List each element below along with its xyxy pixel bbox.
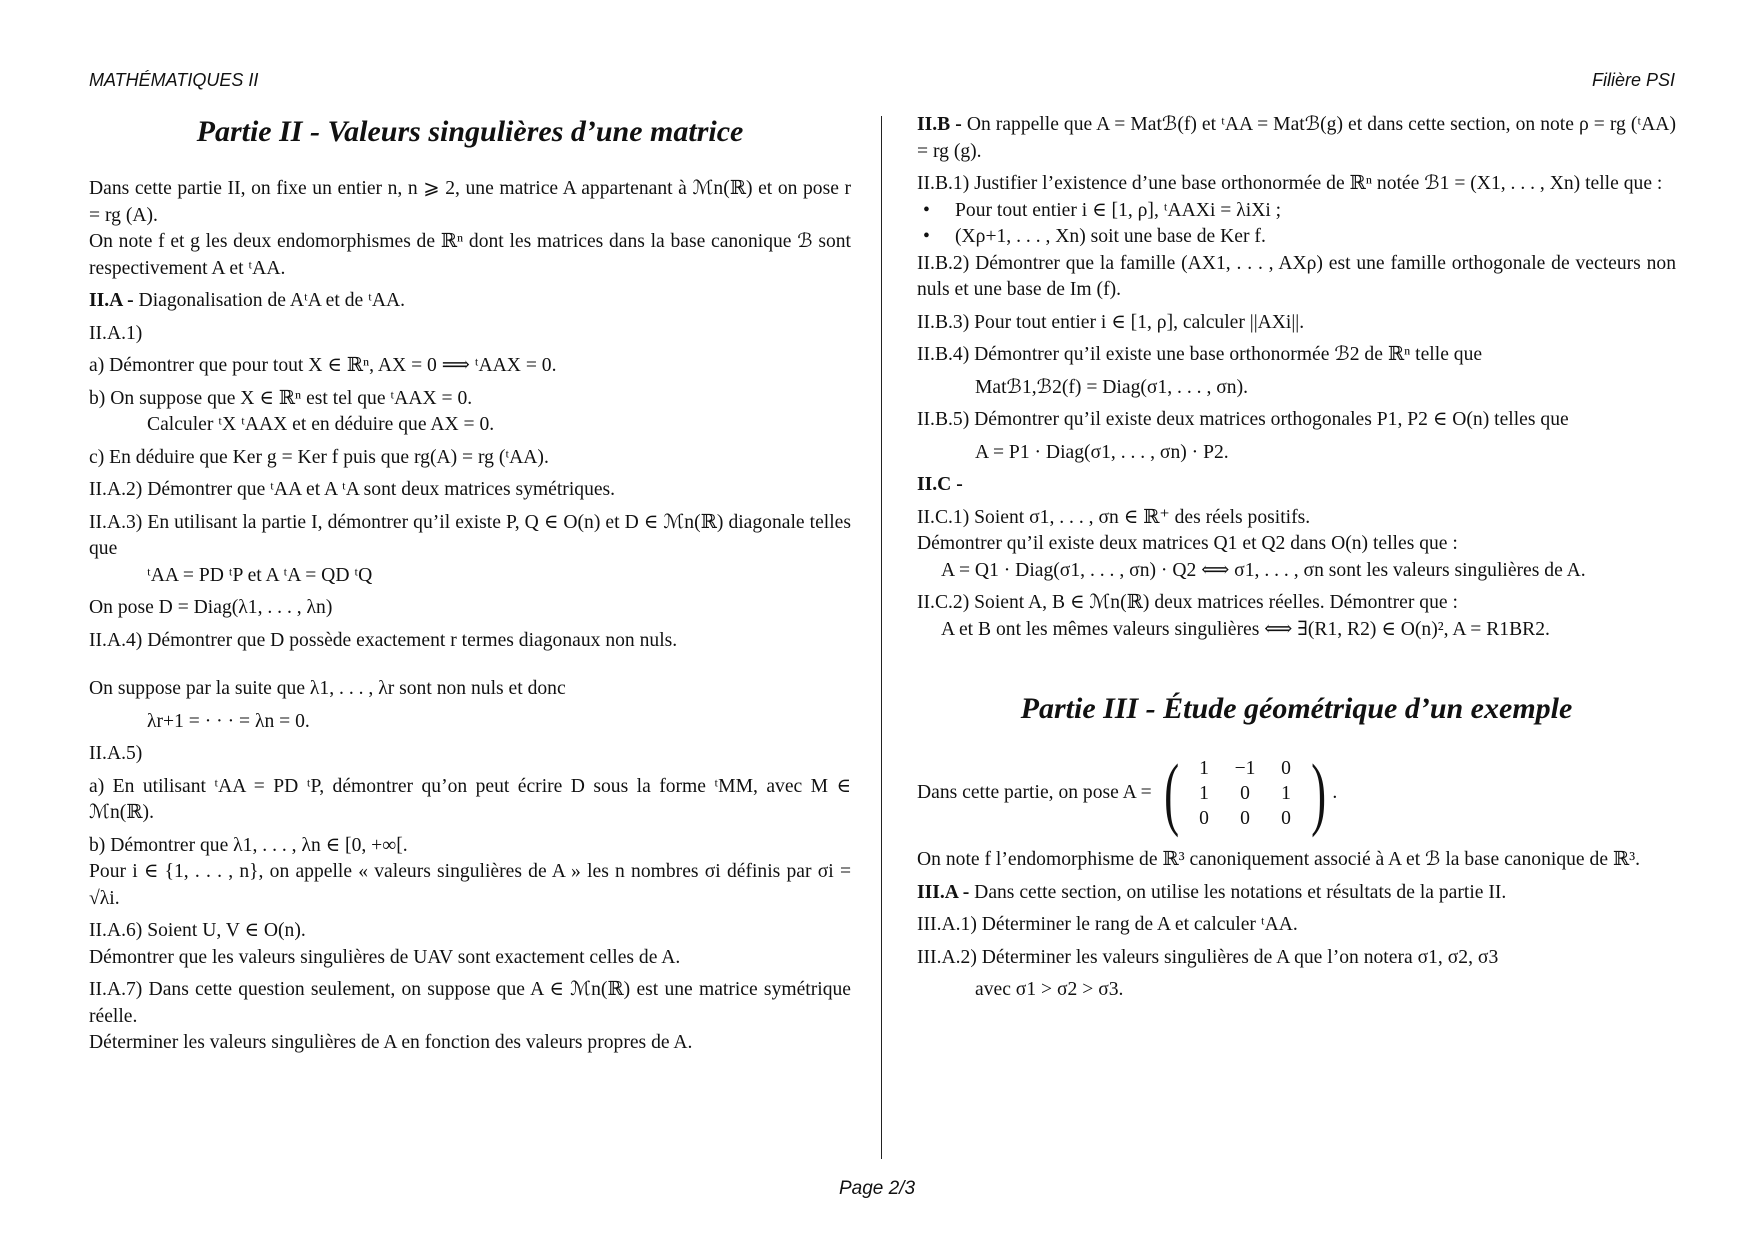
question-iiia2-cont: avec σ1 > σ2 > σ3. — [975, 979, 1124, 1000]
question-iic1-equation: A = Q1 · Diag(σ1, . . . , σn) · Q2 ⟺ σ1, . . . , σn sont les valeurs singulières de A. — [941, 559, 1586, 581]
question-iib3: II.B.3) Pour tout entier i ∈ [1, ρ], calculer ||AXi||. — [917, 311, 1305, 333]
question-iia5-definition: Pour i ∈ {1, . . . , n}, on appelle « valeurs singulières de A » les n nombres σi définis par σi = √λi. — [89, 861, 851, 909]
section-iiia-heading — [917, 880, 1676, 907]
question-iib4-equation: Matℬ1,ℬ2(f) = Diag(σ1, . . . , σn). — [975, 376, 1249, 398]
left-column — [89, 112, 851, 1057]
section-iia-heading — [89, 288, 851, 315]
matrix-cell: 1 — [1199, 757, 1209, 779]
matrix-grid — [1185, 756, 1305, 831]
intro-paragraph-1: Dans cette partie II, on fixe un entier n, n ⩾ 2, une matrice A appartenant à ℳn(ℝ) et on pose r = rg (A). — [89, 178, 851, 226]
left-paren: ( — [1163, 747, 1179, 838]
header-subject: MATHÉMATIQUES II — [89, 70, 259, 90]
section-iia-text: Diagonalisation de AᵗA et de ᵗAA. — [133, 290, 406, 311]
section-iib-text: On rappelle que A = Matℬ(f) et ᵗAA = Matℬ(g) et dans cette section, on note ρ = rg (ᵗAA) = rg (g). — [917, 114, 1676, 162]
section-iiia-text: Dans cette section, on utilise les notations et résultats de la partie II. — [969, 881, 1507, 903]
question-iia1-c: c) En déduire que Ker g = Ker f puis que rg(A) = rg (ᵗAA). — [89, 446, 549, 468]
section-iia-label: II.A - — [89, 290, 134, 311]
question-iia4: II.A.4) Démontrer que D possède exactement r termes diagonaux non nuls. — [89, 629, 678, 651]
question-iia2: II.A.2) Démontrer que ᵗAA et A ᵗA sont deux matrices symétriques. — [89, 479, 616, 500]
section-iiia-label: III.A - — [917, 881, 970, 903]
intro-paragraph-2: On note f et g les deux endomorphismes de ℝⁿ dont les matrices dans la base canonique ℬ sont respectivement A et ᵗAA. — [89, 231, 851, 279]
bullet-iib1-2: • (Xρ+1, . . . , Xn) soit une base de Ker f. — [917, 224, 1676, 251]
question-iic1: II.C.1) Soient σ1, . . . , σn ∈ ℝ⁺ des réels positifs. — [917, 506, 1311, 528]
section-iic-label: II.C - — [917, 474, 963, 495]
matrix-cell: 0 — [1240, 807, 1250, 829]
header-track: Filière PSI — [1591, 70, 1675, 90]
question-iia6-cont: Démontrer que les valeurs singulières de UAV sont exactement celles de A. — [89, 946, 681, 968]
question-iia3: II.A.3) En utilisant la partie I, démontrer qu’il existe P, Q ∈ O(n) et D ∈ ℳn(ℝ) diagonale telles que — [89, 511, 851, 559]
matrix-cell: 1 — [1199, 782, 1209, 804]
section-iib-heading — [917, 112, 1676, 165]
question-iic2: II.C.2) Soient A, B ∈ ℳn(ℝ) deux matrices réelles. Démontrer que : — [917, 592, 1458, 613]
question-iia5-b: b) Démontrer que λ1, . . . , λn ∈ [0, +∞[. — [89, 834, 408, 856]
section-iic-heading — [917, 472, 1676, 499]
question-iia3-equation: ᵗAA = PD ᵗP et A ᵗA = QD ᵗQ — [147, 564, 373, 586]
suppose-paragraph: On suppose par la suite que λ1, . . . , λr sont non nuls et donc — [89, 678, 566, 699]
matrix-cell: 0 — [1199, 807, 1209, 829]
matrix-cell: −1 — [1234, 757, 1256, 779]
matrix-cell: 0 — [1281, 807, 1291, 829]
question-iiia2: III.A.2) Déterminer les valeurs singulières de A que l’on notera σ1, σ2, σ3 — [917, 946, 1499, 968]
right-column — [917, 112, 1676, 1004]
question-iib4: II.B.4) Démontrer qu’il existe une base orthonormée ℬ2 de ℝⁿ telle que — [917, 344, 1483, 365]
question-iia7-cont: Déterminer les valeurs singulières de A en fonction des valeurs propres de A. — [89, 1032, 693, 1053]
question-iiia1: III.A.1) Déterminer le rang de A et calculer ᵗAA. — [917, 914, 1298, 935]
question-iia1-b-cont: Calculer ᵗX ᵗAAX et en déduire que AX = 0. — [147, 414, 495, 435]
matrix-end: . — [1332, 781, 1338, 803]
question-iia1-b: b) On suppose que X ∈ ℝⁿ est tel que ᵗAAX = 0. — [89, 387, 473, 409]
column-divider — [881, 116, 882, 1159]
matrix-a — [1158, 747, 1333, 838]
matrix-definition — [917, 747, 1676, 838]
note-f-paragraph: On note f l’endomorphisme de ℝ³ canoniquement associé à A et ℬ la base canonique de ℝ³. — [917, 849, 1640, 870]
part-iii-title: Partie III - Étude géométrique d’un exemple — [1020, 692, 1573, 725]
question-iib5: II.B.5) Démontrer qu’il existe deux matrices orthogonales P1, P2 ∈ O(n) telles que — [917, 409, 1569, 430]
question-iib1: II.B.1) Justifier l’existence d’une base orthonormée de ℝⁿ notée ℬ1 = (X1, . . . , Xn) telle que : — [917, 173, 1663, 194]
question-iia5: II.A.5) — [89, 743, 143, 764]
question-iia5-a: a) En utilisant ᵗAA = PD ᵗP, démontrer qu’on peut écrire D sous la forme ᵗMM, avec M ∈ ℳn(ℝ). — [89, 775, 851, 823]
question-iib5-equation: A = P1 · Diag(σ1, . . . , σn) · P2. — [975, 441, 1229, 463]
bullet-iib1-1: • Pour tout entier i ∈ [1, ρ], ᵗAAXi = λiXi ; — [917, 198, 1676, 225]
suppose-equation: λr+1 = · · · = λn = 0. — [147, 710, 310, 732]
question-iia6: II.A.6) Soient U, V ∈ O(n). — [89, 920, 306, 941]
question-iia1-a: a) Démontrer que pour tout X ∈ ℝⁿ, AX = 0 ⟹ ᵗAAX = 0. — [89, 355, 557, 376]
matrix-cell: 1 — [1281, 782, 1291, 804]
matrix-cell: 0 — [1281, 757, 1291, 779]
question-iia7: II.A.7) Dans cette question seulement, on suppose que A ∈ ℳn(ℝ) est une matrice symétrique réelle. — [89, 979, 851, 1027]
section-iib-label: II.B - — [917, 114, 962, 135]
question-iia3-pose: On pose D = Diag(λ1, . . . , λn) — [89, 597, 333, 618]
page-number: Page 2/3 — [838, 1178, 916, 1199]
matrix-intro: Dans cette partie, on pose A = — [917, 781, 1152, 803]
question-iia1: II.A.1) — [89, 322, 143, 344]
right-paren: ) — [1311, 747, 1327, 838]
question-iic2-equation: A et B ont les mêmes valeurs singulières ⟺ ∃(R1, R2) ∈ O(n)², A = R1BR2. — [941, 618, 1550, 640]
matrix-cell: 0 — [1240, 782, 1250, 804]
question-iib2: II.B.2) Démontrer que la famille (AX1, . . . , AXρ) est une famille orthogonale de vecteurs non nuls et une base de Im (f). — [917, 252, 1676, 300]
question-iic1-cont: Démontrer qu’il existe deux matrices Q1 et Q2 dans O(n) telles que : — [917, 533, 1458, 554]
part-ii-title: Partie II - Valeurs singulières d’une matrice — [196, 115, 744, 148]
